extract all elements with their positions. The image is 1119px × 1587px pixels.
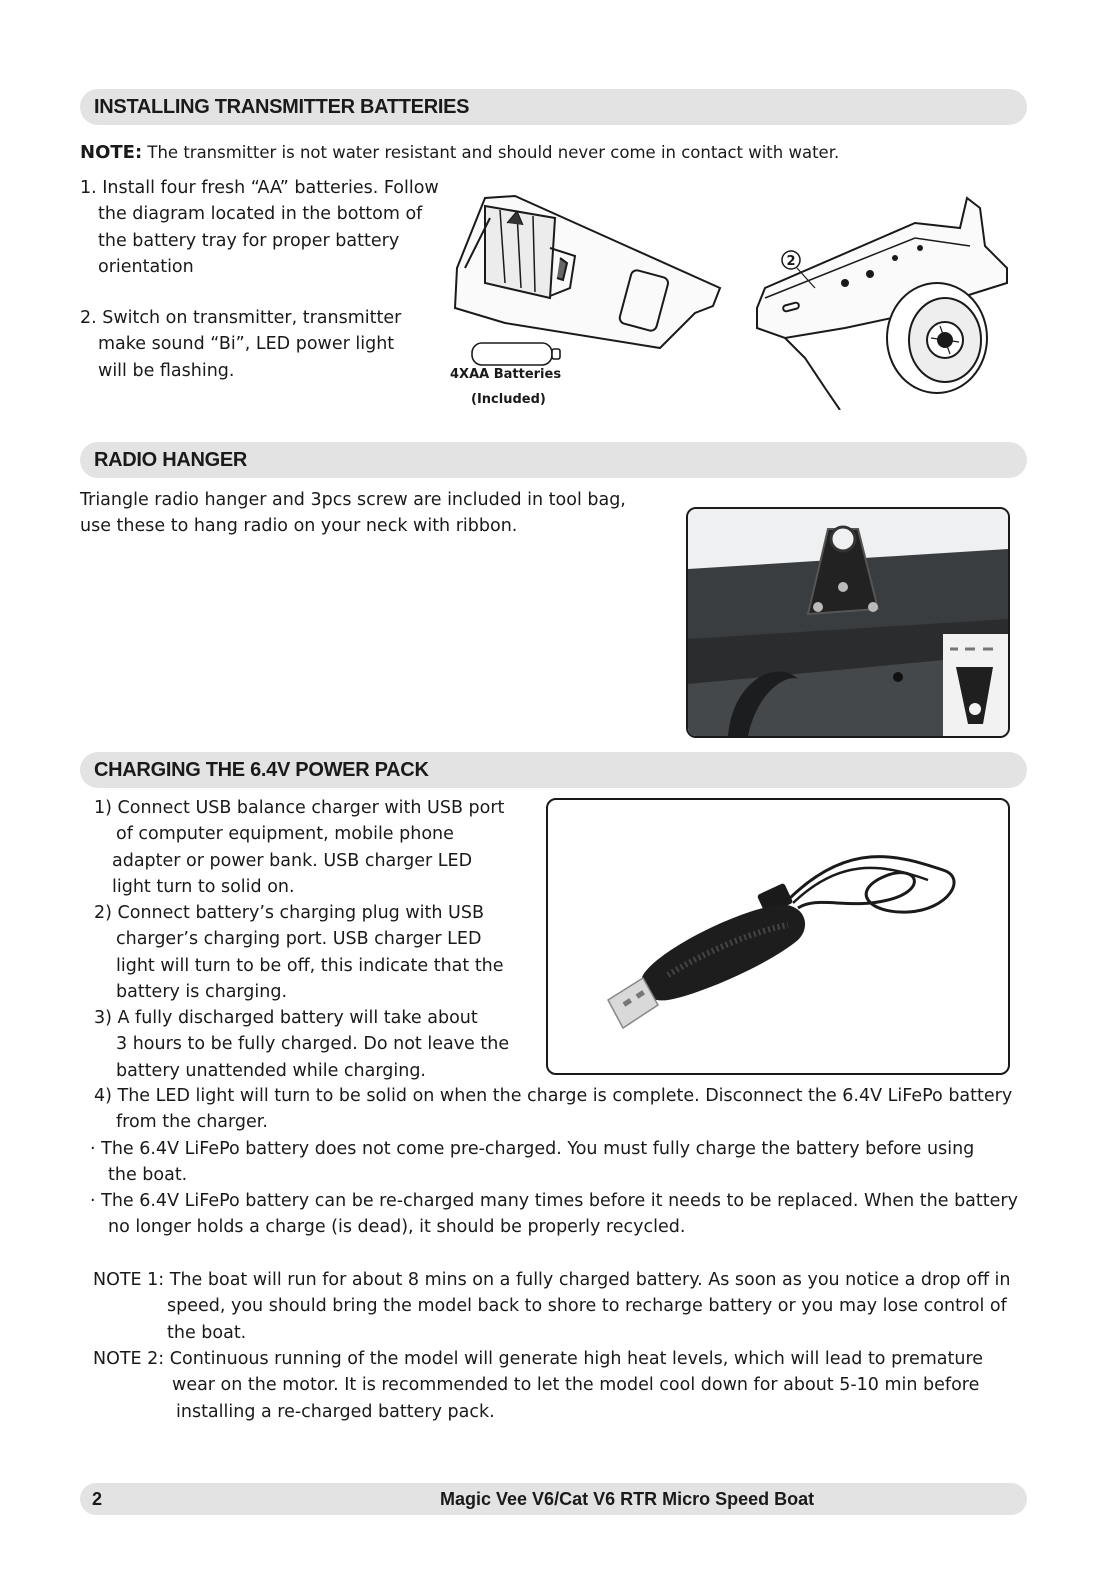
step-line: 4) The LED light will turn to be solid on when the charge is complete. Disconnect the 6.4V LiFePo battery bbox=[94, 1086, 1013, 1106]
note-line: installing a re-charged battery pack. bbox=[176, 1401, 495, 1422]
usb-charger-illustration bbox=[548, 800, 1008, 1073]
transmitter-step-1 bbox=[80, 175, 439, 280]
step-line: 3 hours to be fully charged. Do not leave the bbox=[116, 1034, 510, 1055]
step-line: from the charger. bbox=[116, 1112, 268, 1133]
usb-charger-photo bbox=[546, 798, 1010, 1075]
callout-number: 2 bbox=[786, 254, 796, 269]
battery-caption: 4XAA Batteries bbox=[450, 367, 562, 382]
step-line: 2. Switch on transmitter, transmitter bbox=[80, 308, 402, 328]
charging-note-2 bbox=[93, 1346, 983, 1425]
charging-note-1 bbox=[93, 1267, 1011, 1346]
bullet-line: the boat. bbox=[108, 1165, 188, 1186]
charging-step-1 bbox=[94, 795, 504, 900]
page-footer bbox=[80, 1483, 1027, 1515]
transmitter-diagram bbox=[745, 188, 1015, 410]
step-line: 2) Connect battery’s charging plug with USB bbox=[94, 903, 484, 923]
transmitter-note bbox=[80, 140, 839, 166]
section-title-radio-hanger: RADIO HANGER bbox=[80, 442, 1027, 478]
step-line: make sound “Bi”, LED power light bbox=[98, 334, 395, 355]
transmitter-step-2 bbox=[80, 305, 401, 384]
step-line: battery is charging. bbox=[116, 981, 288, 1002]
section-title-charging: CHARGING THE 6.4V POWER PACK bbox=[80, 752, 1027, 788]
step-line: orientation bbox=[98, 256, 194, 277]
note-label: NOTE: bbox=[80, 142, 143, 163]
step-line: will be flashing. bbox=[98, 360, 235, 381]
aa-battery-icon bbox=[470, 340, 565, 368]
charging-bullet-2 bbox=[90, 1188, 1018, 1241]
note-text: The transmitter is not water resistant and should never come in contact with water. bbox=[142, 143, 840, 162]
step-line: of computer equipment, mobile phone bbox=[116, 824, 454, 845]
step-line: 1. Install four fresh “AA” batteries. Follow bbox=[80, 178, 439, 198]
charging-step-4 bbox=[94, 1083, 1012, 1136]
section-title-transmitter-batteries: INSTALLING TRANSMITTER BATTERIES bbox=[80, 89, 1027, 125]
radio-hanger-text bbox=[80, 487, 626, 540]
bullet-line: · The 6.4V LiFePo battery does not come pre-charged. You must fully charge the battery before using bbox=[90, 1139, 975, 1159]
charging-step-3 bbox=[94, 1005, 509, 1084]
step-line: 3) A fully discharged battery will take about bbox=[94, 1008, 478, 1028]
step-line: the diagram located in the bottom of bbox=[98, 204, 423, 225]
note-line: wear on the motor. It is recommended to let the model cool down for about 5-10 min before bbox=[172, 1375, 980, 1396]
text-line: use these to hang radio on your neck with ribbon. bbox=[80, 516, 518, 537]
page-number: 2 bbox=[92, 1489, 103, 1509]
step-line: 1) Connect USB balance charger with USB port bbox=[94, 798, 505, 818]
step-line: battery unattended while charging. bbox=[116, 1060, 426, 1081]
note-line: speed, you should bring the model back to shore to recharge battery or you may lose control of bbox=[167, 1296, 1007, 1317]
bullet-line: no longer holds a charge (is dead), it should be properly recycled. bbox=[108, 1217, 686, 1238]
battery-tray-diagram bbox=[445, 188, 730, 358]
footer-title: Magic Vee V6/Cat V6 RTR Micro Speed Boat bbox=[440, 1489, 815, 1509]
step-line: adapter or power bank. USB charger LED bbox=[112, 850, 473, 871]
step-line: charger’s charging port. USB charger LED bbox=[116, 929, 482, 950]
radio-hanger-illustration bbox=[688, 509, 1008, 736]
battery-caption-included: (Included) bbox=[471, 392, 546, 407]
radio-hanger-photo bbox=[686, 507, 1010, 738]
note-line: the boat. bbox=[167, 1322, 247, 1343]
charging-bullet-1 bbox=[90, 1136, 974, 1189]
step-line: light turn to solid on. bbox=[112, 876, 295, 897]
charging-step-2 bbox=[94, 900, 504, 1005]
text-line: Triangle radio hanger and 3pcs screw are included in tool bag, bbox=[80, 490, 626, 510]
step-line: the battery tray for proper battery bbox=[98, 230, 400, 251]
step-line: light will turn to be off, this indicate that the bbox=[116, 955, 504, 976]
bullet-line: · The 6.4V LiFePo battery can be re-charged many times before it needs to be replaced. When the battery bbox=[90, 1191, 1018, 1211]
note-line: NOTE 1: The boat will run for about 8 mins on a fully charged battery. As soon as you notice a drop off in bbox=[93, 1270, 1011, 1290]
note-line: NOTE 2: Continuous running of the model will generate high heat levels, which will lead to premature bbox=[93, 1349, 984, 1369]
